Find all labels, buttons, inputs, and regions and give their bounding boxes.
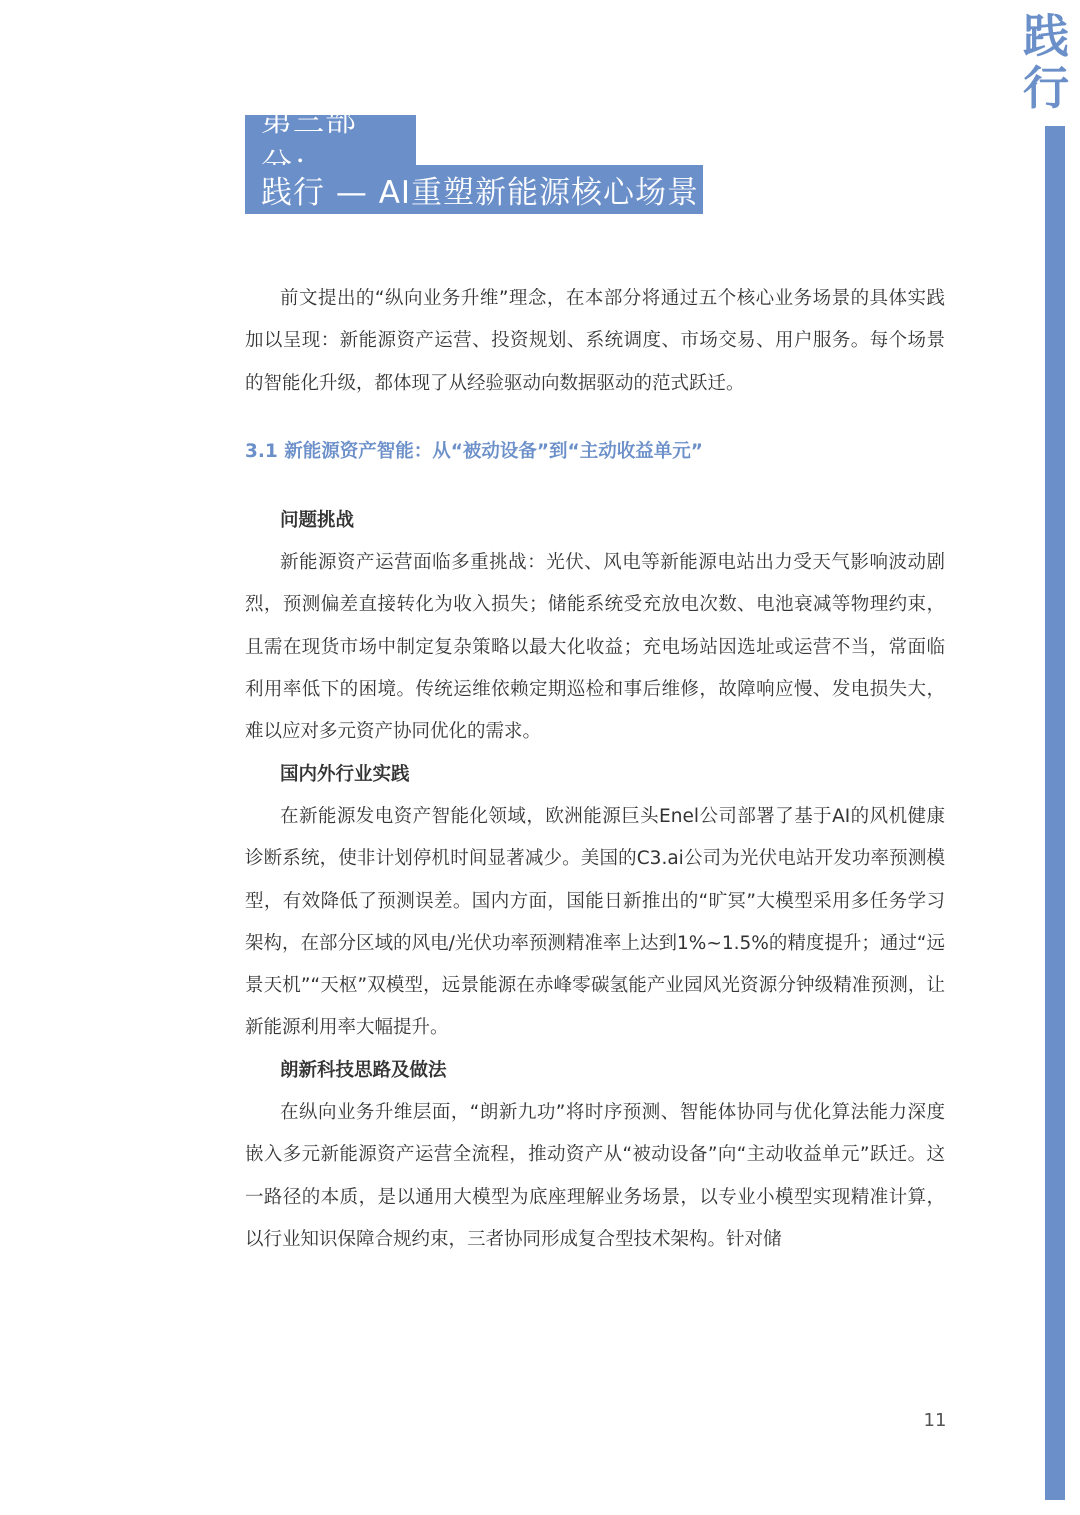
part-subtitle-box <box>245 165 703 214</box>
side-label-char-2: 行 <box>1023 61 1069 115</box>
intro-paragraph: 前文提出的“纵向业务升维”理念，在本部分将通过五个核心业务场景的具体实践加以呈现：新能源资产运营、投资规划、系统调度、市场交易、用户服务。每个场景的智能化升级，都体现了从经验驱动向数据驱动的范式跃迁。 <box>245 288 945 394</box>
part-title: 第三部 <box>261 103 357 139</box>
section-heading: 3.1 新能源资产智能：从“被动设备”到“主动收益单元” <box>245 441 703 462</box>
side-accent-bar <box>1045 126 1065 1500</box>
page-number: 11 <box>923 1410 947 1431</box>
practice-paragraph: 在新能源发电资产智能化领域，欧洲能源巨头Enel公司部署了基于AI的风机健康诊断系统，使非计划停机时间显著减少。美国的C3.ai公司为光伏电站开发功率预测模型，有效降低了预测误差。国内方面，国能日新推出的“旷冥”大模型采用多任务学习架构，在部分区域的风电/光伏功率预测精准率上达到1%~1.5%的精度提升；通过“远景天机”“天枢”双模型，远景能源在赤峰零碳氢能产业园风光资源分钟级精准预测，让新能源利用率大幅提升。 <box>245 806 945 1039</box>
challenge-heading: 问题挑战 <box>280 510 355 531</box>
part-subtitle: 践行 — AI重塑新能源核心场景 <box>261 175 700 211</box>
challenge-paragraph: 新能源资产运营面临多重挑战：光伏、风电等新能源电站出力受天气影响波动剧烈，预测偏差直接转化为收入损失；储能系统受充放电次数、电池衰减等物理约束，且需在现货市场中制定复杂策略以最大化收益；充电场站因选址或运营不当，常面临利用率低下的困境。传统运维依赖定期巡检和事后维修，故障响应慢、发电损失大，难以应对多元资产协同优化的需求。 <box>245 552 945 743</box>
approach-paragraph: 在纵向业务升维层面，“朗新九功”将时序预测、智能体协同与优化算法能力深度嵌入多元新能源资产运营全流程，推动资产从“被动设备”向“主动收益单元”跃迁。这一路径的本质，是以通用大模型为底座理解业务场景，以专业小模型实现精准计算，以行业知识保障合规约束，三者协同形成复合型技术架构。针对储 <box>245 1102 945 1250</box>
side-label-char-1: 践 <box>1023 9 1069 63</box>
part-title-box <box>245 103 416 165</box>
approach-heading: 朗新科技思路及做法 <box>280 1060 447 1081</box>
practice-heading: 国内外行业实践 <box>280 764 410 785</box>
side-chapter-label <box>1022 10 1070 114</box>
